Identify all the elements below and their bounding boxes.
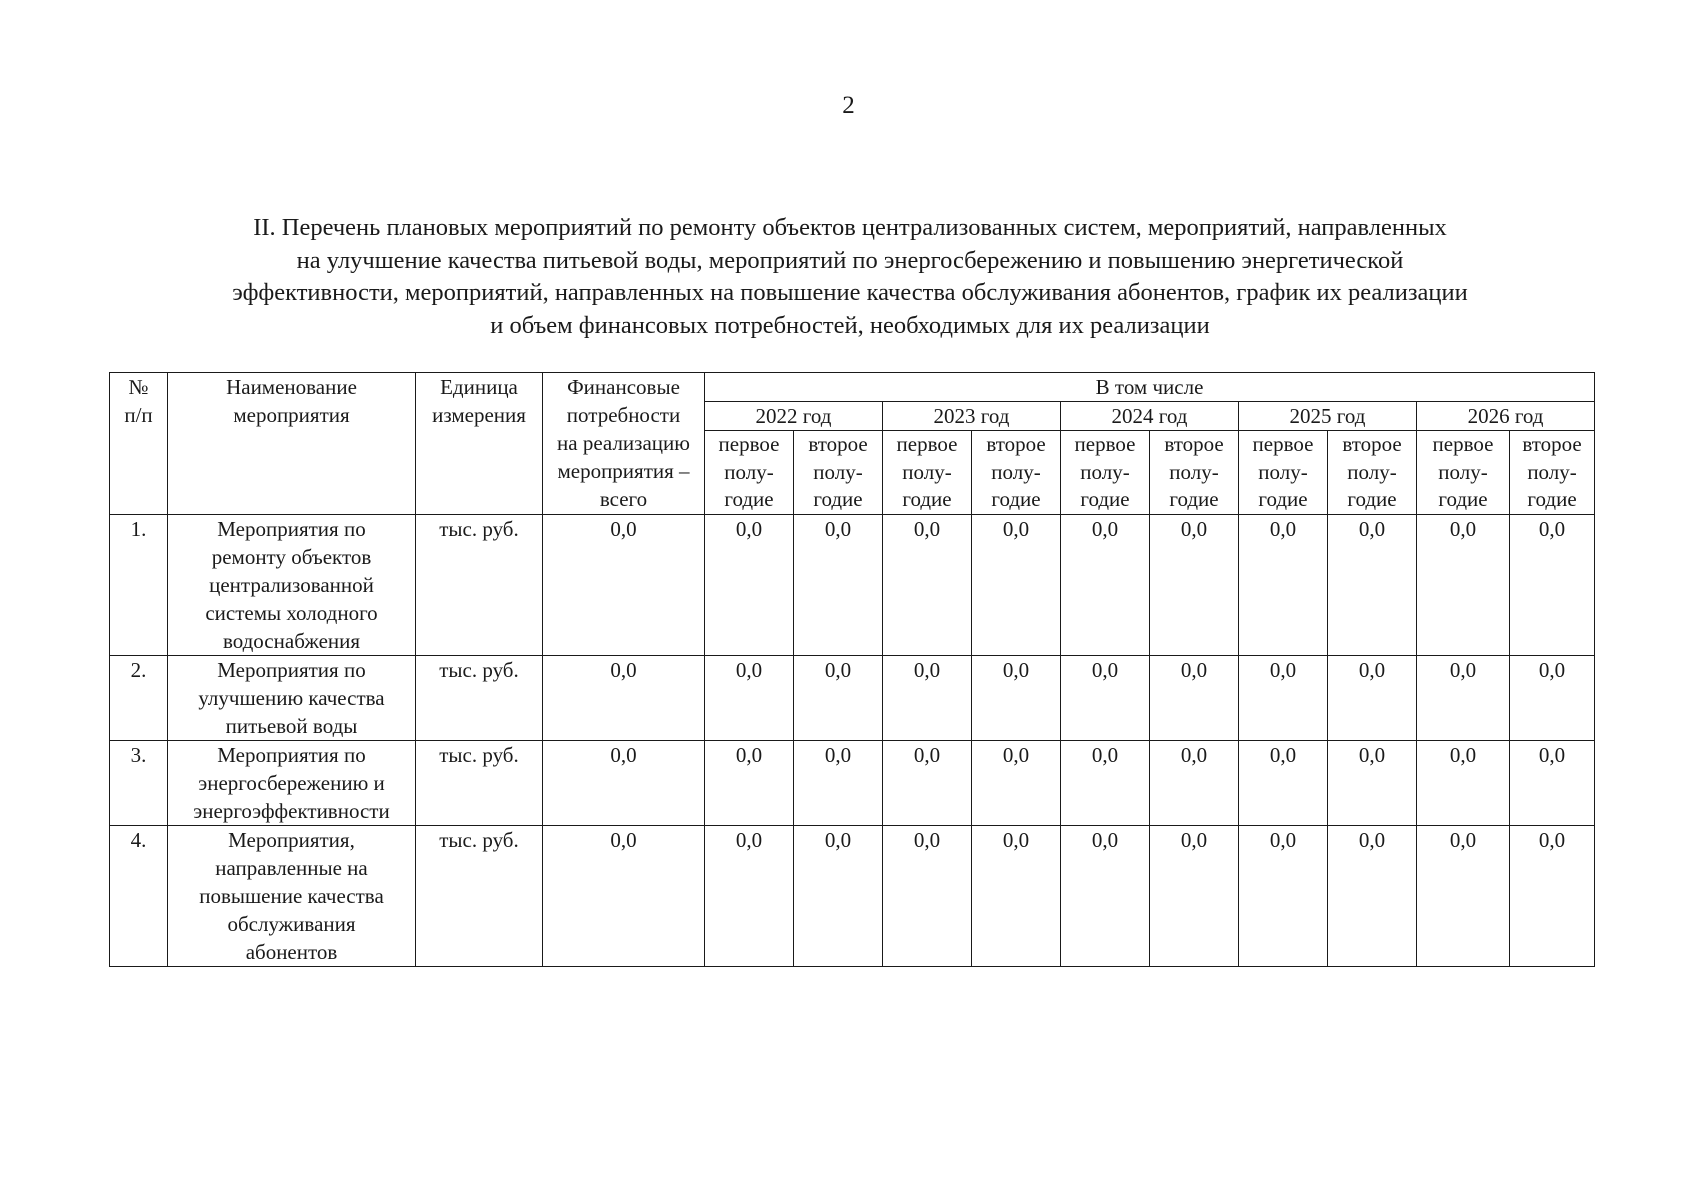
unit-cell: тыс. руб.: [416, 826, 543, 967]
title-line: эффективности, мероприятий, направленных на повышение качества обслуживания абонентов, график их реализации: [232, 279, 1468, 306]
header-second-half: второе полу- годие: [1328, 431, 1417, 515]
row-number: 1.: [110, 515, 168, 656]
header-including: В том числе: [705, 373, 1595, 402]
value-cell: 0,0: [1061, 741, 1150, 826]
value-cell: 0,0: [972, 515, 1061, 656]
value-cell: 0,0: [794, 826, 883, 967]
row-number: 3.: [110, 741, 168, 826]
value-cell: 0,0: [1328, 741, 1417, 826]
value-cell: 0,0: [1150, 656, 1239, 741]
total-cell: 0,0: [543, 826, 705, 967]
value-cell: 0,0: [705, 515, 794, 656]
activity-name: Мероприятия по улучшению качества питьевой воды: [168, 656, 416, 741]
value-cell: 0,0: [883, 741, 972, 826]
table-row: [110, 826, 1595, 967]
document-title: [110, 212, 1590, 342]
value-cell: 0,0: [794, 515, 883, 656]
header-year-2023: 2023 год: [883, 402, 1061, 431]
header-first-half: первое полу- годие: [883, 431, 972, 515]
value-cell: 0,0: [1239, 515, 1328, 656]
value-cell: 0,0: [883, 515, 972, 656]
value-cell: 0,0: [972, 826, 1061, 967]
row-number: 4.: [110, 826, 168, 967]
total-cell: 0,0: [543, 741, 705, 826]
header-year-2024: 2024 год: [1061, 402, 1239, 431]
table-row: [110, 515, 1595, 656]
header-first-half: первое полу- годие: [1239, 431, 1328, 515]
title-line: и объем финансовых потребностей, необходимых для их реализации: [490, 311, 1210, 339]
header-year-2025: 2025 год: [1239, 402, 1417, 431]
value-cell: 0,0: [1150, 741, 1239, 826]
value-cell: 0,0: [794, 741, 883, 826]
table-row: [110, 656, 1595, 741]
value-cell: 0,0: [1150, 826, 1239, 967]
value-cell: 0,0: [1061, 515, 1150, 656]
value-cell: 0,0: [794, 656, 883, 741]
value-cell: 0,0: [1510, 515, 1595, 656]
value-cell: 0,0: [883, 656, 972, 741]
value-cell: 0,0: [1328, 826, 1417, 967]
value-cell: 0,0: [1510, 741, 1595, 826]
value-cell: 0,0: [705, 741, 794, 826]
header-second-half: второе полу- годие: [1150, 431, 1239, 515]
value-cell: 0,0: [1417, 741, 1510, 826]
value-cell: 0,0: [1510, 826, 1595, 967]
title-line: на улучшение качества питьевой воды, мероприятий по энергосбережению и повышению энергетической: [296, 246, 1404, 274]
value-cell: 0,0: [1239, 741, 1328, 826]
header-finance: Финансовые потребности на реализацию мероприятия – всего: [543, 373, 705, 515]
value-cell: 0,0: [1417, 656, 1510, 741]
total-cell: 0,0: [543, 515, 705, 656]
header-name: Наименование мероприятия: [168, 373, 416, 515]
activity-name: Мероприятия по ремонту объектов централизованной системы холодного водоснабжения: [168, 515, 416, 656]
row-number: 2.: [110, 656, 168, 741]
header-unit: Единица измерения: [416, 373, 543, 515]
value-cell: 0,0: [972, 656, 1061, 741]
unit-cell: тыс. руб.: [416, 656, 543, 741]
title-line: II. Перечень плановых мероприятий по ремонту объектов централизованных систем, мероприятий, направленных: [253, 214, 1447, 241]
header-second-half: второе полу- годие: [794, 431, 883, 515]
value-cell: 0,0: [705, 656, 794, 741]
value-cell: 0,0: [1417, 515, 1510, 656]
value-cell: 0,0: [1150, 515, 1239, 656]
total-cell: 0,0: [543, 656, 705, 741]
value-cell: 0,0: [1510, 656, 1595, 741]
header-num: № п/п: [110, 373, 168, 515]
header-year-2022: 2022 год: [705, 402, 883, 431]
header-first-half: первое полу- годие: [1061, 431, 1150, 515]
header-year-2026: 2026 год: [1417, 402, 1595, 431]
plan-table: [109, 372, 1595, 967]
value-cell: 0,0: [883, 826, 972, 967]
value-cell: 0,0: [1328, 515, 1417, 656]
value-cell: 0,0: [1328, 656, 1417, 741]
value-cell: 0,0: [972, 741, 1061, 826]
unit-cell: тыс. руб.: [416, 515, 543, 656]
value-cell: 0,0: [1239, 826, 1328, 967]
header-first-half: первое полу- годие: [1417, 431, 1510, 515]
activity-name: Мероприятия по энергосбережению и энергоэффективности: [168, 741, 416, 826]
value-cell: 0,0: [1417, 826, 1510, 967]
header-second-half: второе полу- годие: [972, 431, 1061, 515]
value-cell: 0,0: [1061, 656, 1150, 741]
value-cell: 0,0: [1239, 656, 1328, 741]
page-number: 2: [842, 92, 855, 119]
unit-cell: тыс. руб.: [416, 741, 543, 826]
table-row: [110, 741, 1595, 826]
value-cell: 0,0: [1061, 826, 1150, 967]
header-first-half: первое полу- годие: [705, 431, 794, 515]
value-cell: 0,0: [705, 826, 794, 967]
activity-name: Мероприятия, направленные на повышение качества обслуживания абонентов: [168, 826, 416, 967]
header-second-half: второе полу- годие: [1510, 431, 1595, 515]
